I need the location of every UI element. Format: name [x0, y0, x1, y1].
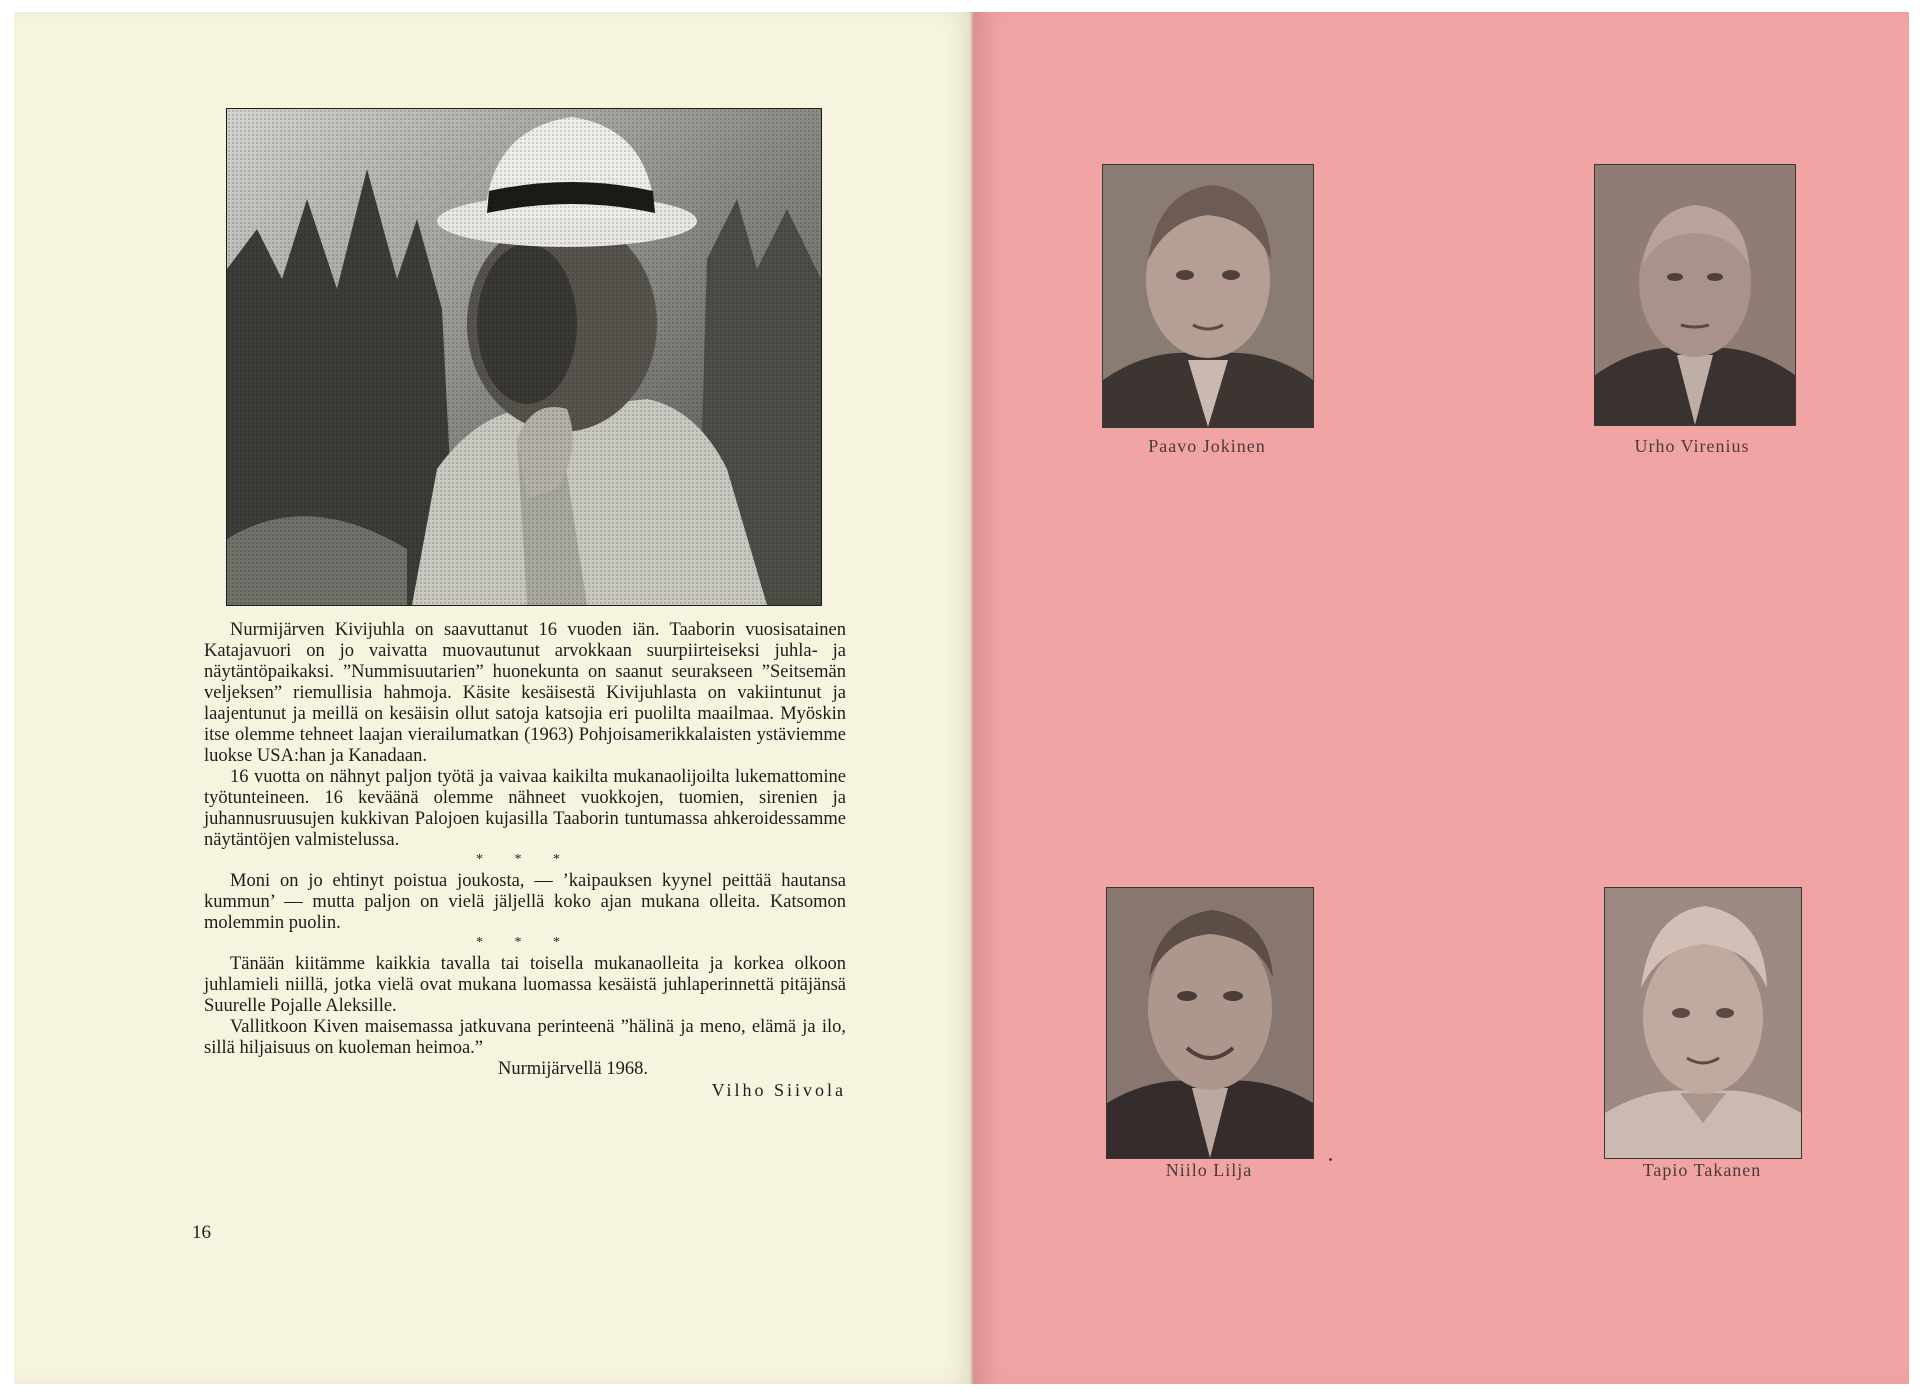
- portrait-niilo-lilja: [1106, 887, 1314, 1159]
- left-page: [14, 12, 974, 1384]
- portrait-caption: Tapio Takanen: [1642, 1160, 1762, 1180]
- portrait-caption: Niilo Lilja: [1165, 1160, 1253, 1180]
- portrait-photo-man-smiling-icon: [1107, 888, 1313, 1158]
- section-separator: * * *: [476, 935, 574, 950]
- article-paragraph: Tänään kiitämme kaikkia tavalla tai toisella mukanaolleita ja korkea olkoon juhlamieli niillä, jotka vielä ovat mukana luomassa kesäistä juhlaperinnettä pitäjänsä Suurelle Pojalle Aleksille.: [204, 954, 846, 1016]
- article-text: [204, 620, 846, 1101]
- main-photo: [226, 108, 822, 606]
- article-paragraph: Moni on jo ehtinyt poistua joukosta, — ’kaipauksen kyynel peittää hautansa kummun’ — mutta paljon on vielä jäljellä koko ajan mukana olleita. Katsomon molemmin puolin.: [204, 871, 846, 933]
- portrait-tapio-takanen: [1604, 887, 1802, 1159]
- page-number: 16: [192, 1222, 211, 1243]
- article-paragraph: 16 vuotta on nähnyt paljon työtä ja vaivaa kaikilta mukanaolijoilta lukemattomine työtunteineen. 16 keväänä olemme nähneet vuokkojen, tuomien, sirenien ja juhannusruusujen kukkivan Palojoen kujasilla Taaborin tuntumassa ahkeroidessamme näytäntöjen valmistelussa.: [204, 767, 846, 850]
- article-paragraph: Nurmijärven Kivijuhla on saavuttanut 16 vuoden iän. Taaborin vuosisatainen Katajavuori on jo vaivatta muovautunut arvokkaan suurpiirteiseksi juhla- ja näytäntöpaikaksi. ”Nummisuutarien” huonekunta on saanut seurakseen ”Seitsemän veljeksen” riemullisia hahmoja. Käsite kesäisestä Kivijuhlasta on vakiintunut ja laajentunut ja meillä on kesäisin ollut satoja katsojia eri puolilta maailmaa. Myöskin itse olemme tehneet laajan vierailumatkan (1963) Pohjoisamerikkalaisten ystäviemme luokse USA:han ja Kanadaan.: [204, 620, 846, 766]
- booklet-spread: [14, 12, 1909, 1384]
- paper-speck: [1329, 1158, 1332, 1161]
- portrait-paavo-jokinen: [1102, 164, 1314, 428]
- portrait-urho-virenius: [1594, 164, 1796, 426]
- portrait-photo-older-man-icon: [1595, 165, 1795, 425]
- right-page: [974, 12, 1909, 1384]
- dateline: Nurmijärvellä 1968.: [497, 1059, 648, 1079]
- article-paragraph: Vallitkoon Kiven maisemassa jatkuvana perinteenä ”hälinä ja meno, elämä ja ilo, sillä hiljaisuus on kuoleman heimoa.”: [204, 1017, 846, 1058]
- section-separator: * * *: [476, 852, 574, 867]
- portrait-caption: Paavo Jokinen: [1148, 436, 1266, 456]
- portrait-photo-boy-icon: [1605, 888, 1801, 1158]
- portrait-caption: Urho Virenius: [1634, 436, 1750, 456]
- author-signature: Vilho Siivola: [711, 1080, 846, 1100]
- portrait-photo-man-suit-icon: [1103, 165, 1313, 427]
- portrait-photo-man-with-hat-icon: [227, 109, 821, 605]
